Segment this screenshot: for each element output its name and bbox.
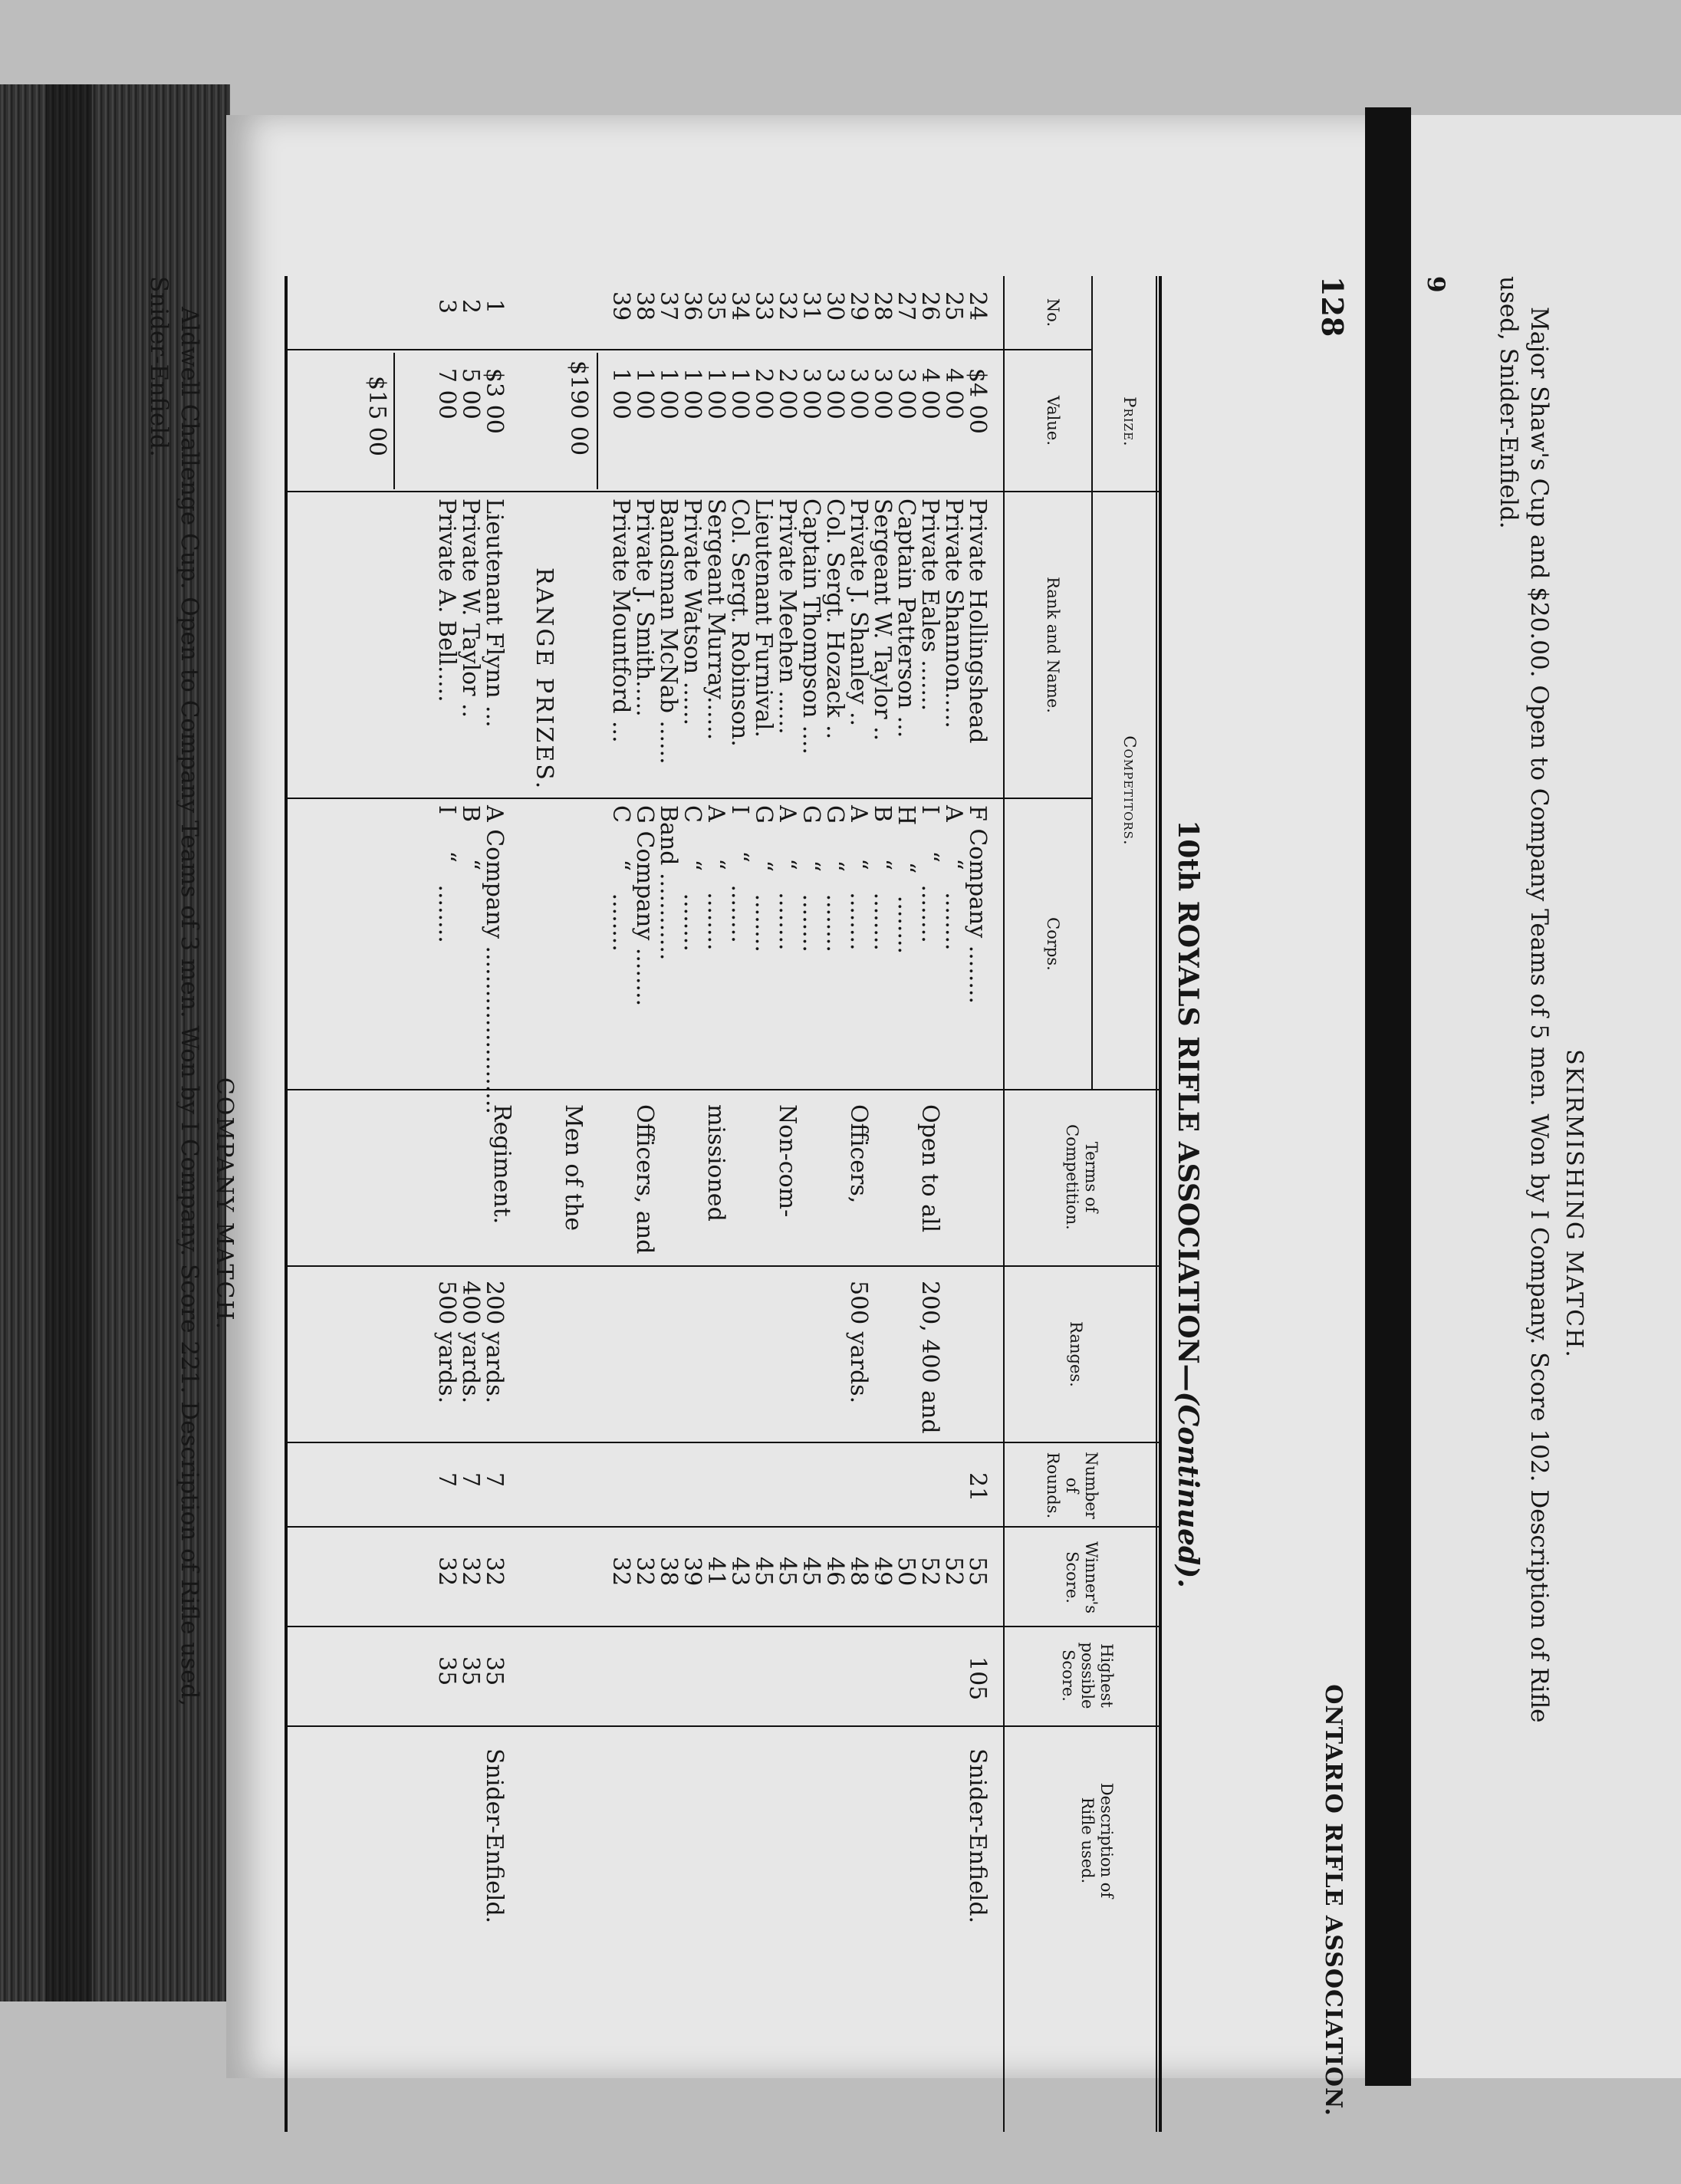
row-rank-name: Private Meehen ...... (774, 498, 801, 735)
row-corps: A “ ........ (702, 805, 729, 951)
row-winner-score: 52 (916, 1557, 943, 1587)
range-row-rank-name: Lieutenant Flynn ... (481, 498, 508, 728)
range-row-score: 32 (481, 1557, 508, 1587)
range-row-rank-name: Private W. Taylor .. (457, 498, 484, 719)
row-rank-name: Private Shannon..... (940, 498, 967, 729)
row-value: $4 00 (964, 368, 991, 434)
skirmishing-match-line1: Major Shaw's Cup and $20.00. Open to Company Teams of 5 men. Won by I Company. Score 102. Description of Rifle (1525, 307, 1553, 1723)
row-corps: G “ ........ (821, 805, 848, 952)
row-no: 27 (893, 291, 919, 321)
book-spine-shadow (46, 84, 92, 2001)
row-rank-name: Private Mountford ... (607, 498, 634, 743)
table-title-main: 10th ROYALS RIFLE ASSOCIATION— (1172, 820, 1204, 1392)
header-score: Winner's Score. (1062, 1541, 1100, 1613)
col-rule-ranges (288, 1442, 1162, 1443)
row-no: 24 (964, 291, 991, 321)
range-row-rounds: 7 (433, 1472, 460, 1488)
row-value: 2 00 (750, 368, 777, 419)
row-winner-score: 43 (726, 1557, 753, 1587)
row-rank-name: Captain Patterson ... (893, 498, 919, 738)
ranges-line: 200, 400 and (916, 1281, 943, 1434)
row-rank-name: Sergeant Murray...... (702, 498, 729, 741)
rifle-cell-2: Snider-Enfield. (481, 1748, 508, 1924)
row-value: 3 00 (869, 368, 896, 419)
signature-mark: 9 (1422, 276, 1449, 293)
row-rank-name: Col. Sergt. Hozack .. (821, 498, 848, 740)
range-row-highest: 35 (433, 1656, 460, 1686)
row-no: 36 (679, 291, 706, 321)
header-prize: Prize. (1120, 396, 1139, 447)
row-value: 1 00 (679, 368, 706, 419)
header-rifle: Description of Rifle used. (1077, 1782, 1116, 1899)
row-value: 2 00 (774, 368, 801, 419)
row-no: 35 (702, 291, 729, 321)
row-no: 29 (845, 291, 872, 321)
row-corps: C “ ........ (607, 805, 634, 952)
subtotal-rule-2 (393, 353, 395, 489)
terms-line: Non-com- (774, 1104, 801, 1218)
header-rounds: Number of Rounds. (1043, 1452, 1100, 1519)
rounds-cell: 21 (964, 1472, 991, 1502)
row-value: 1 00 (702, 368, 729, 419)
range-row-no: 2 (457, 299, 484, 314)
header-ranges: Ranges. (1067, 1321, 1085, 1387)
row-rank-name: Captain Thompson .... (798, 498, 824, 755)
rotated-foot-continuation (1342, 276, 1649, 2132)
col-rule-no (288, 349, 1093, 350)
row-corps: I “ ........ (726, 805, 753, 943)
row-corps: H “ ........ (893, 805, 919, 955)
running-head-title: ONTARIO RIFLE ASSOCIATION. (1320, 1684, 1347, 2117)
header-highest: Highest possible Score. (1058, 1642, 1116, 1709)
subtotal-rule-1 (597, 353, 598, 489)
row-rank-name: Private Watson ...... (679, 498, 706, 726)
ranges-line: 500 yards. (845, 1281, 872, 1404)
row-no: 32 (774, 291, 801, 321)
row-rank-name: Private Hollingshead (964, 498, 991, 744)
row-winner-score: 38 (655, 1557, 682, 1587)
row-no: 26 (916, 291, 943, 321)
row-value: 4 00 (916, 368, 943, 419)
results-table (280, 276, 1162, 2132)
competitors-subheader-rule (1091, 491, 1093, 1089)
rotated-page-content (145, 276, 1350, 2132)
range-row-range: 500 yards. (433, 1281, 460, 1404)
row-rank-name: Col. Sergt. Robinson. (726, 498, 753, 747)
company-match-title: COMPANY MATCH. (211, 1077, 238, 1331)
row-winner-score: 45 (798, 1557, 824, 1587)
row-rank-name: Private J. Smith..... (631, 498, 658, 717)
rifle-cell: Snider-Enfield. (964, 1748, 991, 1924)
row-value: 3 00 (845, 368, 872, 419)
row-corps: Band ............ (655, 805, 682, 961)
row-corps: C “ ........ (679, 805, 706, 952)
range-row-rounds: 7 (481, 1472, 508, 1488)
row-winner-score: 49 (869, 1557, 896, 1587)
range-row-range: 200 yards. (481, 1281, 508, 1404)
col-rule-name (288, 798, 1093, 799)
header-value: Value. (1044, 395, 1062, 446)
row-winner-score: 41 (702, 1557, 729, 1587)
range-row-range: 400 yards. (457, 1281, 484, 1404)
row-value: 3 00 (798, 368, 824, 419)
row-no: 33 (750, 291, 777, 321)
row-corps: A “ ........ (845, 805, 872, 951)
header-terms: Terms of Competition. (1062, 1124, 1100, 1230)
row-rank-name: Private Eales ....... (916, 498, 943, 712)
row-corps: F Company ........ (964, 805, 991, 1004)
row-corps: I “ ........ (916, 805, 943, 943)
range-row-value: $3 00 (481, 368, 508, 434)
col-rule-value (288, 491, 1162, 492)
header-corps: Corps. (1044, 917, 1062, 971)
range-row-score: 32 (457, 1557, 484, 1587)
header-competitors: Competitors. (1120, 735, 1139, 846)
row-value: 1 00 (607, 368, 634, 419)
subtotal-2: $15 00 (364, 376, 390, 456)
row-corps: A “ ........ (774, 805, 801, 951)
terms-line: Officers, (845, 1104, 872, 1204)
range-row-highest: 35 (481, 1656, 508, 1686)
row-rank-name: Lieutenant Furnival. (750, 498, 777, 738)
row-no: 31 (798, 291, 824, 321)
page-number: 128 (1315, 276, 1350, 337)
terms-line: Regiment. (489, 1104, 515, 1225)
row-value: 1 00 (655, 368, 682, 419)
row-no: 30 (821, 291, 848, 321)
terms-line: Open to all (916, 1104, 943, 1233)
row-rank-name: Bandsman McNab ...... (655, 498, 682, 765)
table-top-rule (1159, 276, 1162, 2132)
row-value: 4 00 (940, 368, 967, 419)
prize-subheader-rule (1091, 276, 1093, 491)
col-rule-rounds (288, 1526, 1162, 1528)
row-winner-score: 32 (631, 1557, 658, 1587)
row-no: 34 (726, 291, 753, 321)
row-corps: G “ ........ (750, 805, 777, 952)
range-row-no: 1 (481, 299, 508, 314)
row-corps: G Company ........ (631, 805, 658, 1007)
row-no: 37 (655, 291, 682, 321)
skirmishing-match-line2: used, Snider-Enfield. (1495, 276, 1522, 529)
row-winner-score: 48 (845, 1557, 872, 1587)
header-rank-name: Rank and Name. (1044, 577, 1062, 713)
ranges-cell (799, 1281, 989, 1434)
row-corps: G “ ........ (798, 805, 824, 952)
row-value: 1 00 (631, 368, 658, 419)
range-row-score: 32 (433, 1557, 460, 1587)
row-no: 39 (607, 291, 634, 321)
range-row-corps: B “ (457, 805, 484, 871)
row-corps: B “ ........ (869, 805, 896, 951)
col-rule-corps (288, 1089, 1162, 1090)
row-no: 38 (631, 291, 658, 321)
row-winner-score: 55 (964, 1557, 991, 1587)
company-match-line2: Snider-Enfield. (145, 276, 173, 457)
col-rule-score (288, 1626, 1162, 1627)
range-row-corps: A Company ....................... (481, 805, 508, 1114)
range-row-value: 7 00 (433, 368, 460, 419)
table-header-rule (1003, 276, 1005, 2132)
row-corps: A “ ........ (940, 805, 967, 951)
row-value: 1 00 (726, 368, 753, 419)
row-value: 3 00 (893, 368, 919, 419)
row-winner-score: 46 (821, 1557, 848, 1587)
range-row-rank-name: Private A. Bell..... (433, 498, 460, 702)
terms-line: Men of the (560, 1104, 587, 1232)
header-no: No. (1044, 298, 1062, 327)
row-winner-score: 45 (750, 1557, 777, 1587)
range-row-rounds: 7 (457, 1472, 484, 1488)
terms-line: missioned (702, 1104, 729, 1222)
row-winner-score: 32 (607, 1557, 634, 1587)
company-match-line1: Aldwell Challenge Cup. Open to Company Teams of 3 men. Won by I Company. Score 221. Description of Rifle used, (176, 307, 203, 1707)
table-bottom-rule (285, 276, 288, 2132)
table-title-continued: (Continued). (1172, 1391, 1204, 1588)
range-prizes-title: RANGE PRIZES. (531, 567, 558, 791)
skirmishing-match-title: SKIRMISHING MATCH. (1561, 1049, 1587, 1359)
range-row-corps: I “ ........ (433, 805, 460, 943)
range-row-value: 5 00 (457, 368, 484, 419)
row-winner-score: 45 (774, 1557, 801, 1587)
row-no: 25 (940, 291, 967, 321)
range-row-no: 3 (433, 299, 460, 314)
row-winner-score: 50 (893, 1557, 919, 1587)
row-winner-score: 39 (679, 1557, 706, 1587)
row-no: 28 (869, 291, 896, 321)
row-rank-name: Sergeant W. Taylor .. (869, 498, 896, 742)
terms-line: Officers, and (631, 1104, 658, 1255)
col-rule-terms (288, 1265, 1162, 1267)
col-rule-highest (288, 1725, 1162, 1727)
row-value: 3 00 (821, 368, 848, 419)
range-row-highest: 35 (457, 1656, 484, 1686)
highest-score-cell: 105 (964, 1656, 991, 1701)
row-winner-score: 52 (940, 1557, 967, 1587)
table-title (1172, 276, 1204, 2132)
terms-cell (442, 1104, 989, 1254)
subtotal-1: $190 00 (565, 360, 592, 456)
row-rank-name: Private J. Shanley .. (845, 498, 872, 727)
table-top-rule-2 (1156, 276, 1157, 2132)
